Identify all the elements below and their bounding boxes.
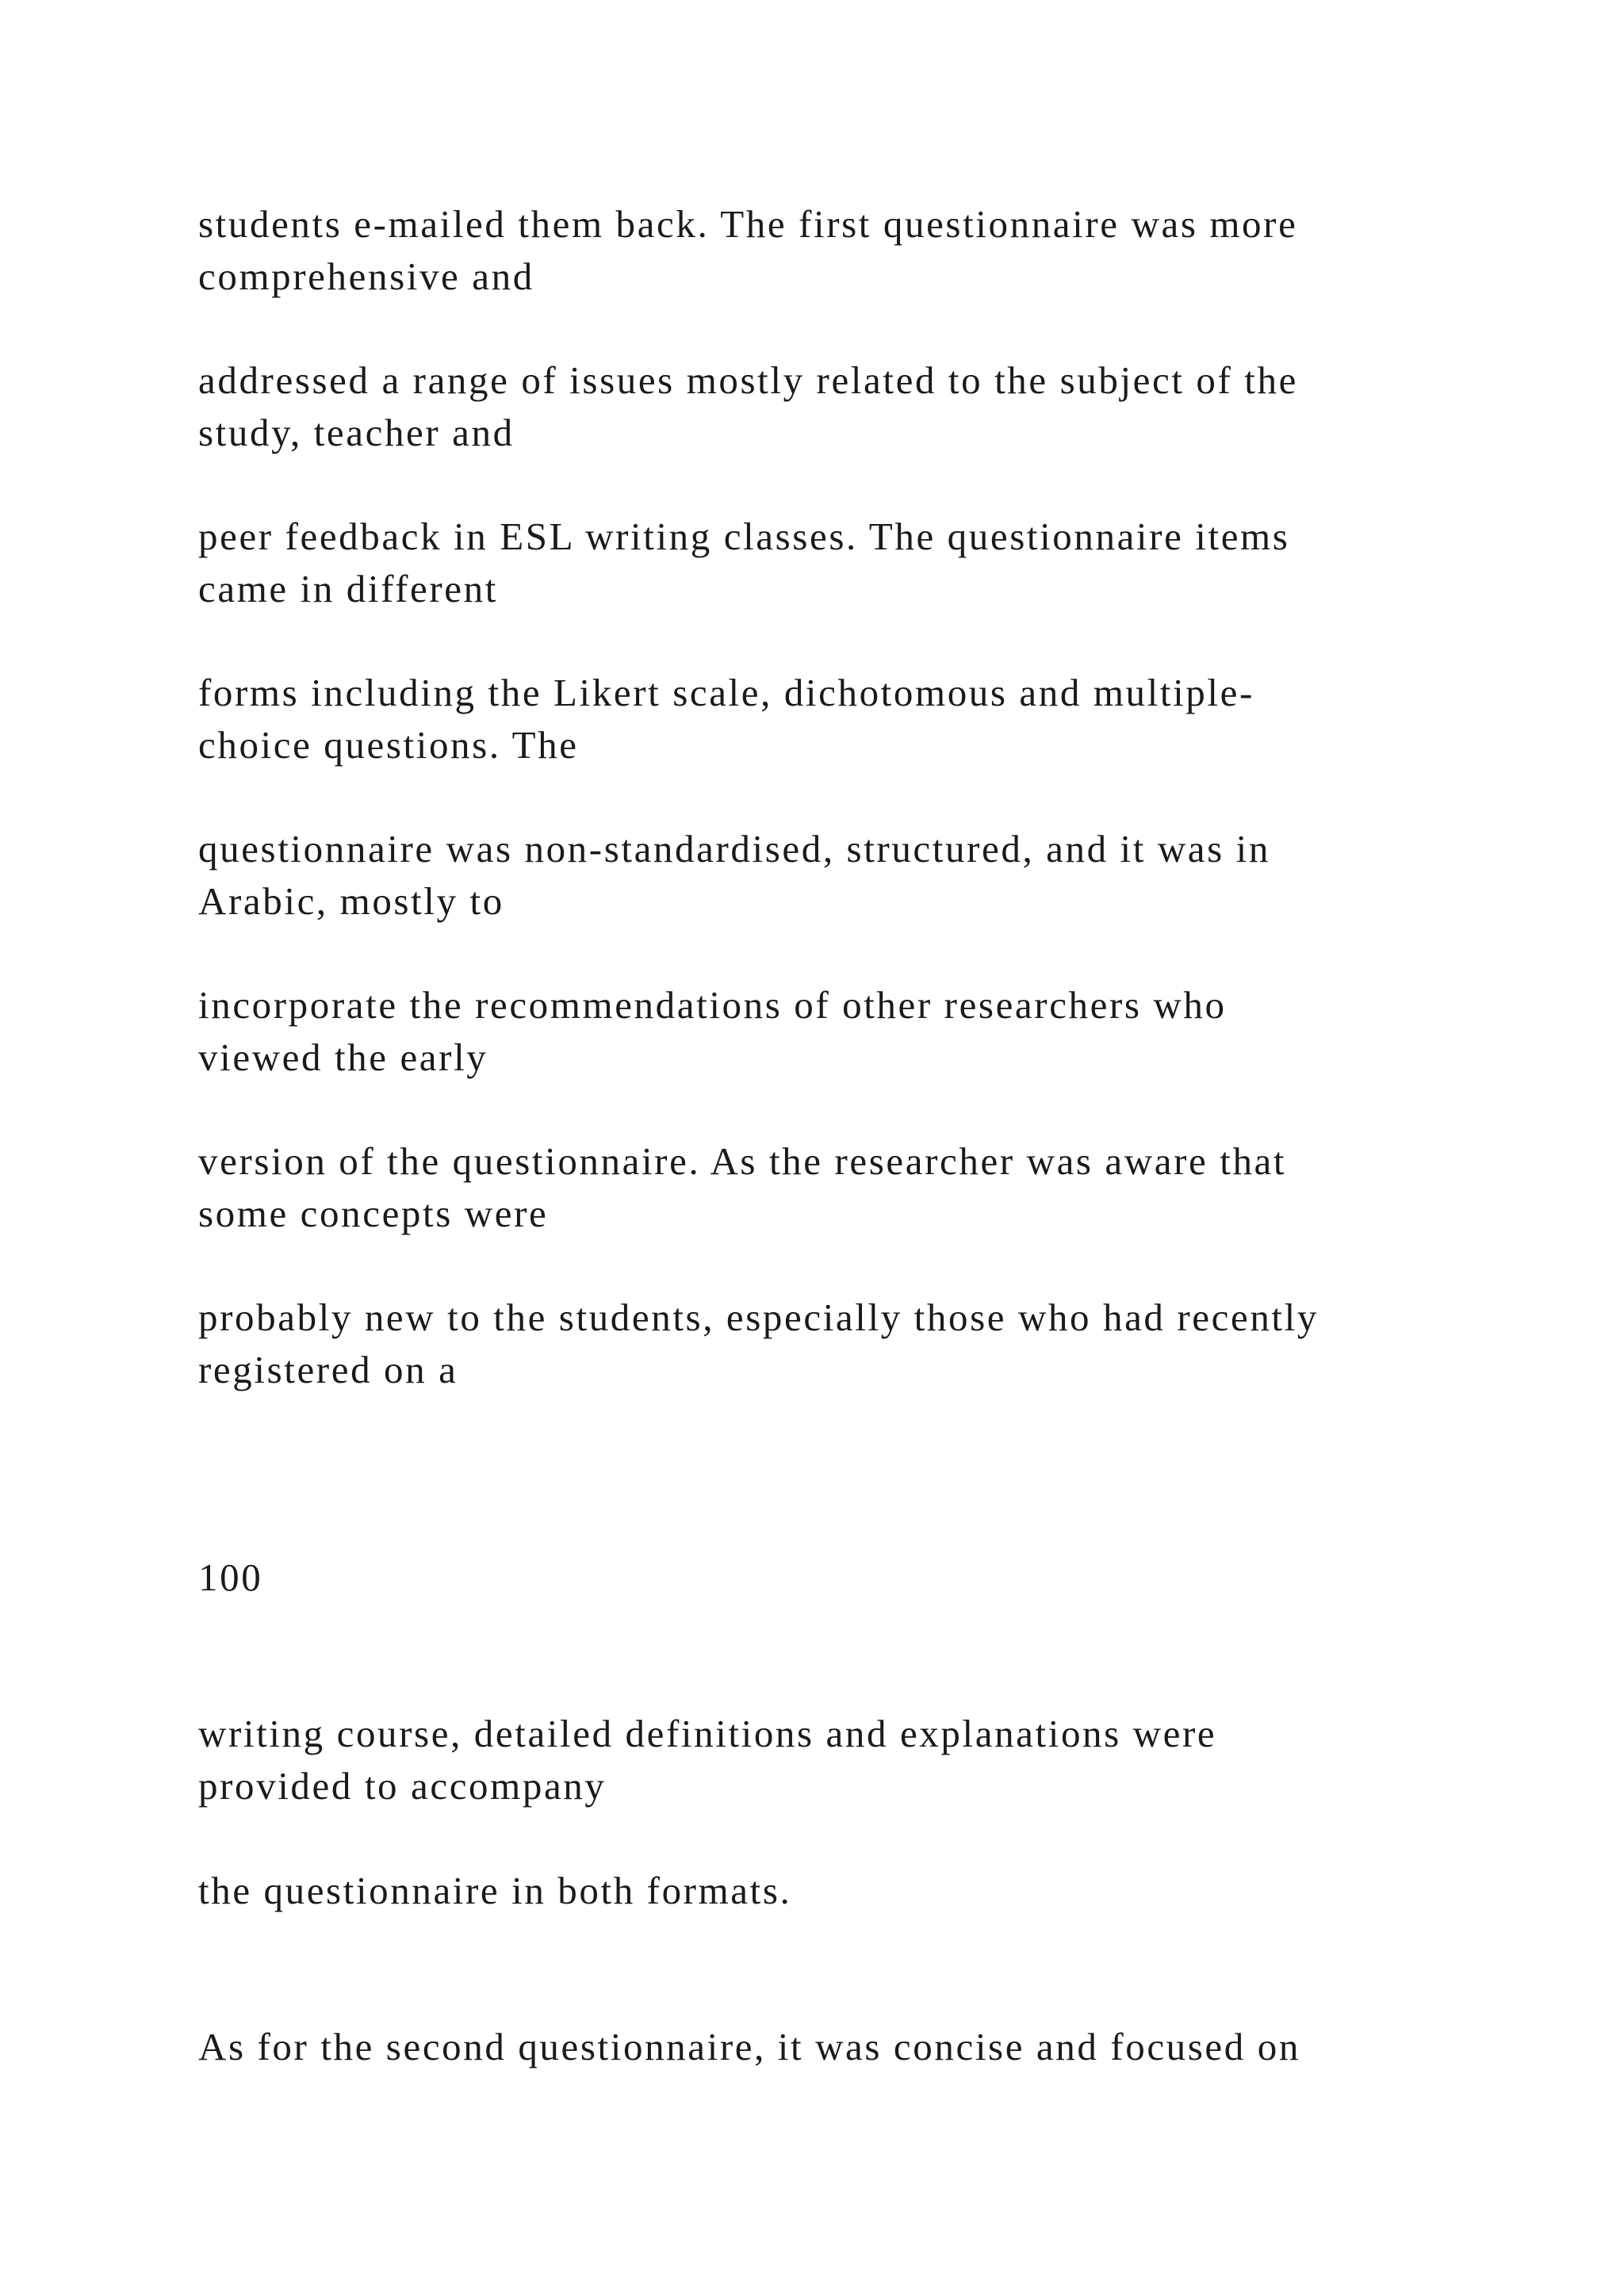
text-line: students e-mailed them back. The first questionnaire was more — [198, 202, 1298, 246]
text-line: came in different — [198, 567, 498, 610]
text-line: addressed a range of issues mostly related to the subject of the — [198, 358, 1298, 402]
text-line: incorporate the recommendations of other researchers who — [198, 983, 1227, 1027]
text-line: probably new to the students, especially those who had recently — [198, 1295, 1319, 1339]
text-line: version of the questionnaire. As the researcher was aware that — [198, 1139, 1287, 1183]
text-line: the questionnaire in both formats. — [198, 1869, 792, 1912]
text-line: As for the second questionnaire, it was concise and focused on — [198, 2025, 1300, 2068]
text-line: provided to accompany — [198, 1764, 607, 1808]
text-line: comprehensive and — [198, 254, 534, 298]
text-line: forms including the Likert scale, dichotomous and multiple- — [198, 671, 1254, 714]
text-line: Arabic, mostly to — [198, 879, 504, 923]
text-line: viewed the early — [198, 1035, 488, 1079]
text-line: writing course, detailed definitions and explanations were — [198, 1712, 1217, 1755]
text-line: peer feedback in ESL writing classes. The questionnaire items — [198, 515, 1290, 558]
text-line: some concepts were — [198, 1192, 549, 1235]
text-line: choice questions. The — [198, 723, 579, 767]
page-number: 100 — [198, 1556, 263, 1599]
text-line: questionnaire was non-standardised, structured, and it was in — [198, 827, 1270, 871]
text-line: registered on a — [198, 1348, 458, 1391]
text-line: study, teacher and — [198, 411, 515, 454]
